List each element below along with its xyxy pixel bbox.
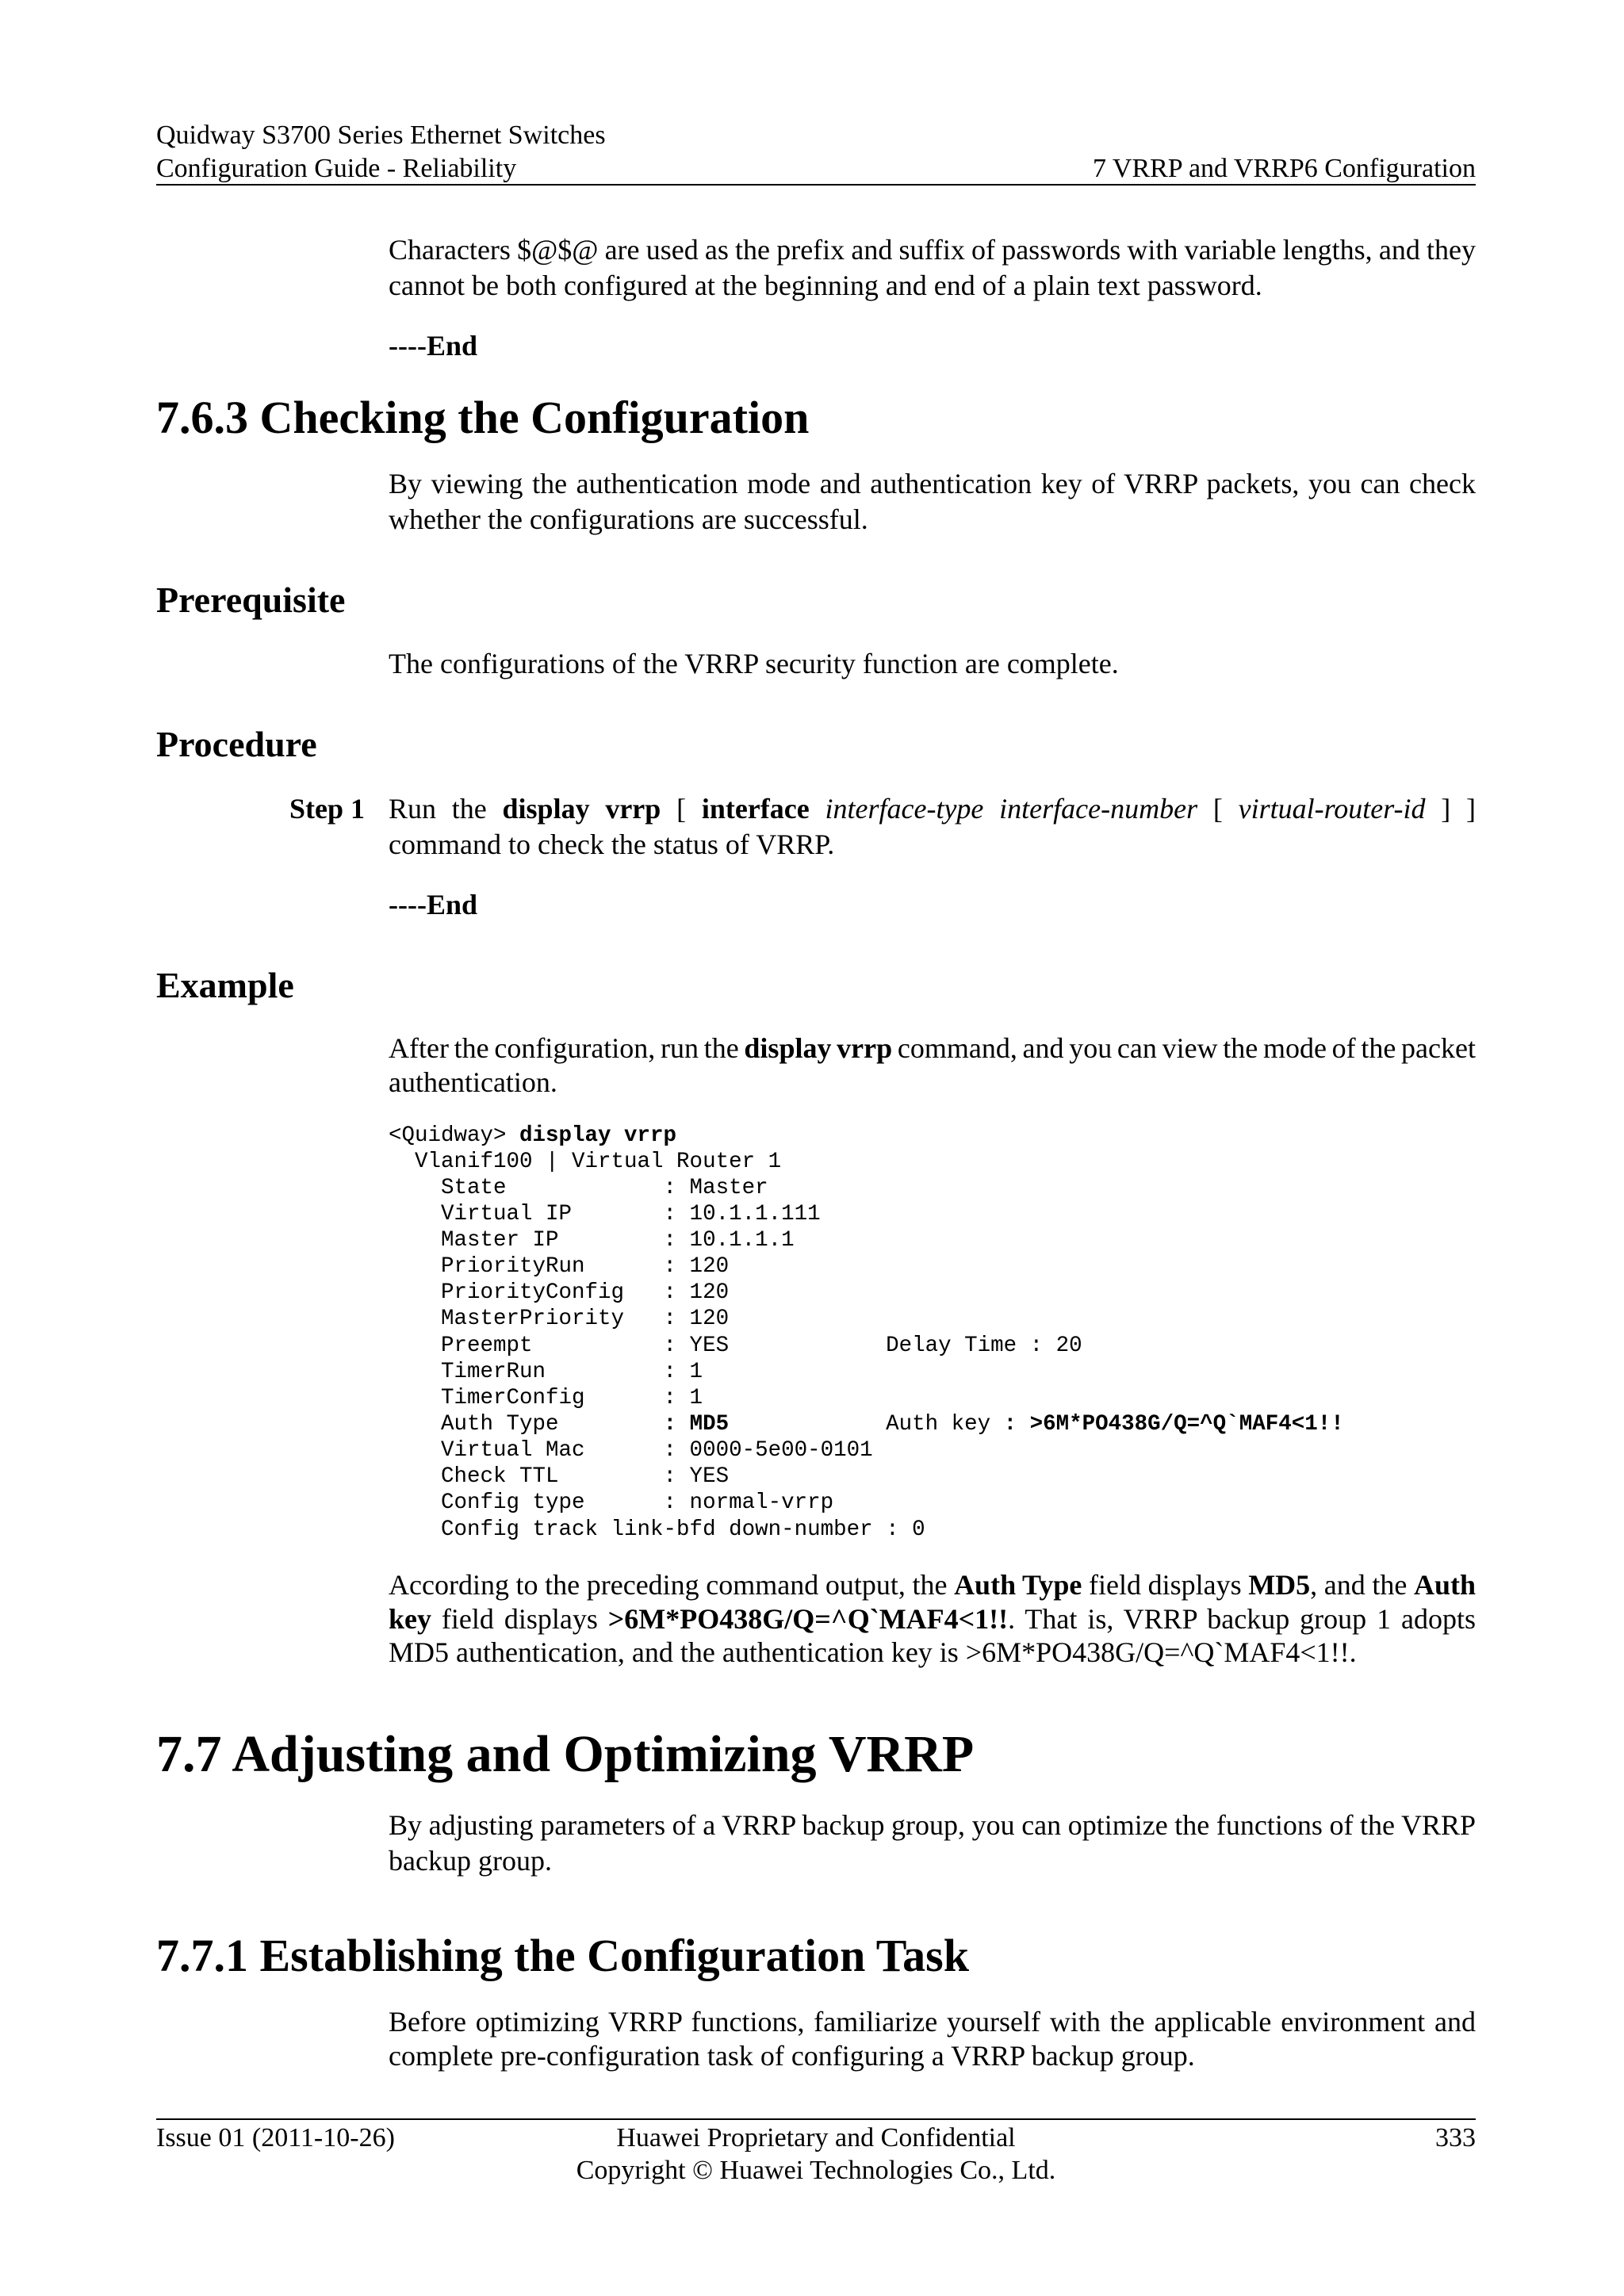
example-intro-paragraph	[389, 1031, 1476, 1099]
code-line	[389, 1517, 1344, 1543]
continued-paragraph	[389, 232, 1476, 303]
text-run: backup group.	[389, 1844, 552, 1877]
text-line	[389, 502, 1476, 538]
header-product: Quidway S3700 Series Ethernet Switches	[156, 121, 606, 150]
text-run: <Quidway>	[389, 1123, 520, 1148]
text-run: command to check the status of VRRP.	[389, 828, 835, 860]
text-run: field displays	[431, 1602, 608, 1635]
text-line	[389, 1636, 1476, 1670]
text-run: PriorityConfig : 120	[389, 1280, 730, 1306]
section-intro-paragraph	[389, 2005, 1476, 2072]
code-line	[389, 1437, 1344, 1464]
text-line	[389, 1808, 1476, 1843]
prerequisite-paragraph	[389, 646, 1476, 682]
code-line	[389, 1464, 1344, 1490]
section-intro-paragraph	[389, 1808, 1476, 1878]
prerequisite-heading: Prerequisite	[156, 580, 346, 620]
text-run: , and the	[1310, 1569, 1414, 1601]
text-run: Before optimizing VRRP functions, familiarize yourself with the applicable environment and	[389, 2006, 1476, 2038]
text-run: authentication.	[389, 1066, 557, 1098]
italic-text: virtual-router-id	[1238, 793, 1426, 825]
text-run: command, and you can view the mode of the packet	[892, 1032, 1476, 1064]
code-line	[389, 1385, 1344, 1411]
text-line	[389, 1066, 1476, 1100]
text-line	[389, 827, 1476, 863]
bold-text: : MD5	[663, 1412, 730, 1437]
footer-issue: Issue 01 (2011-10-26)	[156, 2123, 395, 2152]
code-line	[389, 1490, 1344, 1516]
text-run: PriorityRun : 120	[389, 1254, 730, 1280]
text-line	[389, 646, 1476, 682]
code-line	[389, 1149, 1344, 1175]
text-run: cannot be both configured at the beginning and end of a plain text password.	[389, 269, 1262, 301]
text-line	[389, 1843, 1476, 1879]
code-block	[389, 1123, 1344, 1543]
text-run: State : Master	[389, 1175, 768, 1200]
code-line	[389, 1411, 1344, 1437]
text-run: By adjusting parameters of a VRRP backup group, you can optimize the functions of the VRRP	[389, 1809, 1476, 1841]
section-intro-paragraph	[389, 466, 1476, 537]
text-run: By viewing the authentication mode and authentication key of VRRP packets, you can check	[389, 468, 1476, 499]
bold-text: Auth	[1413, 1569, 1476, 1601]
end-marker: ----End	[389, 889, 478, 920]
text-run: Auth key	[729, 1412, 1004, 1437]
text-run	[810, 793, 825, 825]
text-run: Virtual Mac : 0000-5e00-0101	[389, 1438, 873, 1464]
header-chapter: 7 VRRP and VRRP6 Configuration	[1093, 154, 1476, 183]
code-line	[389, 1359, 1344, 1385]
text-run: . That is, VRRP backup group 1 adopts	[1008, 1602, 1476, 1635]
section-heading: 7.7.1 Establishing the Configuration Task	[156, 1930, 969, 1981]
text-run: Vlanif100 | Virtual Router 1	[389, 1149, 782, 1174]
text-run: The configurations of the VRRP security function are complete.	[389, 648, 1119, 679]
bold-text: display vrrp	[502, 793, 661, 825]
text-line	[389, 1031, 1476, 1066]
step-paragraph	[389, 791, 1476, 862]
bold-text: >6M*PO438G/Q=^Q`MAF4<1!!	[607, 1602, 1009, 1635]
text-line	[389, 791, 1476, 827]
text-line	[389, 268, 1476, 304]
code-line	[389, 1280, 1344, 1306]
code-line	[389, 1175, 1344, 1201]
text-run: ] ]	[1425, 793, 1477, 825]
header-rule	[156, 184, 1476, 186]
footer-page-number: 333	[1435, 2123, 1476, 2152]
text-run: After the configuration, run the	[389, 1032, 745, 1064]
text-run: Check TTL : YES	[389, 1464, 730, 1490]
text-line	[389, 2005, 1476, 2039]
text-run: Master IP : 10.1.1.1	[389, 1228, 795, 1253]
code-line	[389, 1253, 1344, 1280]
section-heading: 7.6.3 Checking the Configuration	[156, 392, 810, 443]
text-run: complete pre-configuration task of configuring a VRRP backup group.	[389, 2039, 1195, 2072]
text-run: Config track link-bfd down-number : 0	[389, 1517, 925, 1542]
text-run: [	[1197, 793, 1239, 825]
footer-rule	[156, 2118, 1476, 2120]
footer-confidentiality: Huawei Proprietary and Confidential	[616, 2123, 1016, 2152]
end-marker: ----End	[389, 330, 478, 362]
text-run: field displays	[1082, 1569, 1249, 1601]
text-run: Virtual IP : 10.1.1.111	[389, 1201, 821, 1226]
bold-text: MD5	[1248, 1569, 1311, 1601]
code-line	[389, 1227, 1344, 1253]
code-line	[389, 1123, 1344, 1149]
text-run: whether the configurations are successful.	[389, 503, 868, 535]
text-line	[389, 2039, 1476, 2073]
text-run: [	[661, 793, 702, 825]
code-line	[389, 1306, 1344, 1332]
bold-text: interface	[701, 793, 810, 825]
italic-text: interface-type interface-number	[825, 793, 1198, 825]
text-run: Config type : normal-vrrp	[389, 1490, 834, 1516]
chapter-section-heading: 7.7 Adjusting and Optimizing VRRP	[156, 1725, 975, 1783]
bold-text: Auth Type	[954, 1569, 1082, 1601]
header-guide: Configuration Guide - Reliability	[156, 154, 517, 183]
code-line	[389, 1333, 1344, 1359]
text-run: Auth Type	[389, 1412, 664, 1437]
bold-text: display vrrp	[519, 1123, 677, 1148]
code-line	[389, 1201, 1344, 1227]
bold-text: display vrrp	[744, 1032, 893, 1064]
procedure-heading: Procedure	[156, 724, 317, 764]
example-explanation-paragraph	[389, 1568, 1476, 1670]
text-run: TimerConfig : 1	[389, 1385, 703, 1410]
text-line	[389, 232, 1476, 268]
text-line	[389, 1568, 1476, 1602]
bold-text: key	[389, 1602, 431, 1635]
text-run: Run the	[389, 793, 503, 825]
text-run: MasterPriority : 120	[389, 1307, 730, 1332]
step-label: Step 1	[289, 793, 365, 825]
example-heading: Example	[156, 965, 294, 1005]
text-line	[389, 466, 1476, 502]
footer-copyright: Copyright © Huawei Technologies Co., Ltd.	[576, 2156, 1056, 2185]
text-run: MD5 authentication, and the authentication key is >6M*PO438G/Q=^Q`MAF4<1!!.	[389, 1636, 1357, 1669]
text-run: According to the preceding command output, the	[389, 1569, 955, 1601]
bold-text: : >6M*PO438G/Q=^Q`MAF4<1!!	[1003, 1412, 1344, 1437]
text-run: Preempt : YES Delay Time : 20	[389, 1333, 1082, 1358]
text-run: Characters $@$@ are used as the prefix and suffix of passwords with variable lengths, and they	[389, 234, 1476, 266]
text-run: TimerRun : 1	[389, 1359, 703, 1384]
text-line	[389, 1602, 1476, 1636]
